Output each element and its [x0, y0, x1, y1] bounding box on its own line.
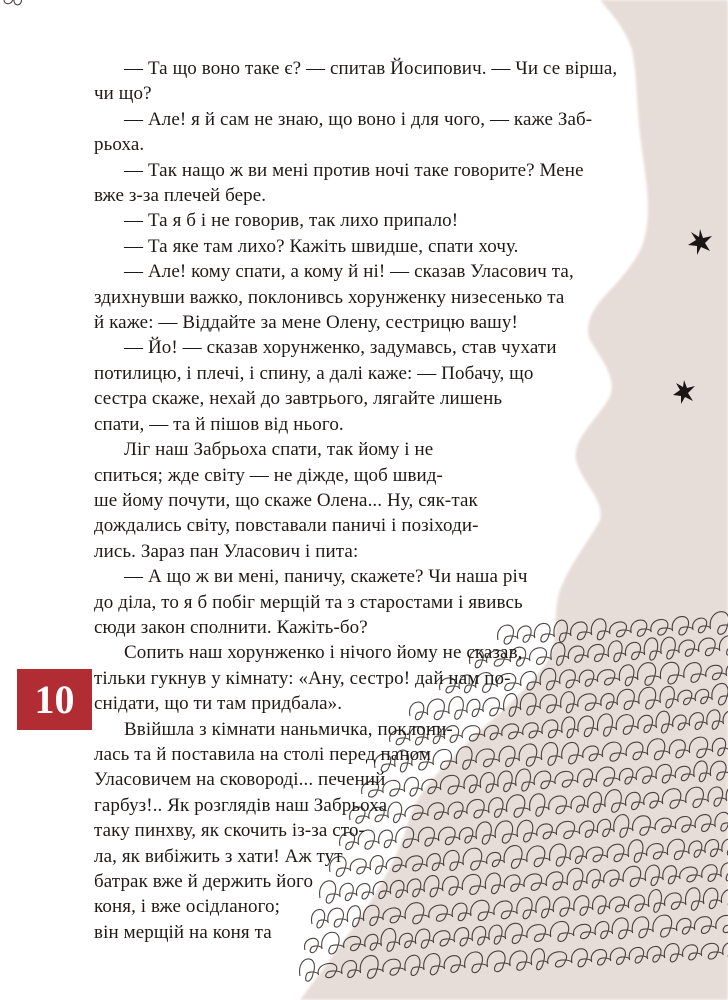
text-line: — Але! кому спати, а кому й ні! — сказав Уласович та,	[124, 261, 574, 283]
body-text	[94, 56, 654, 945]
text-line: таку пинхву, як скочить із-за сто-	[94, 820, 365, 842]
scribble-texture	[0, 0, 22, 5]
text-line: — А що ж ви мені, паничу, скажете? Чи наша річ	[124, 566, 528, 588]
text-line: дождались світу, повставали паничі і позіходи-	[94, 515, 479, 537]
text-line: вже з-за плечей бере.	[94, 185, 267, 207]
text-line: коня, і вже осідланого;	[94, 896, 281, 918]
text-line: чи що?	[94, 83, 152, 105]
text-line: снідати, що ти там придбала».	[94, 693, 343, 715]
text-line: сюди закон сполнити. Кажіть-бо?	[94, 616, 368, 638]
text-line: — Та я б і не говорив, так лихо припало!	[124, 210, 459, 232]
text-line: Уласовичем на сковороді... печений	[94, 769, 386, 791]
text-line: здихнувши важко, поклонивсь хорунженку низесенько та	[94, 286, 565, 308]
text-line: спиться; жде світу — не діжде, щоб швид-	[94, 464, 443, 486]
text-line: — Та яке там лихо? Кажіть швидше, спати хочу.	[124, 235, 519, 257]
text-line: — Але! я й сам не знаю, що воно і для чого, — каже Заб-	[124, 108, 593, 130]
text-line: — Йо! — сказав хорунженко, задумавсь, став чухати	[124, 337, 557, 359]
text-line: батрак вже й держить його	[94, 871, 314, 892]
text-line: потилицю, і плечі, і спину, а далі каже: — Побачу, що	[94, 362, 534, 384]
text-line: до діла, то я б побіг мерщій та з старостами і явивсь	[94, 591, 523, 613]
text-line: — Так нащо ж ви мені против ночі таке говорите? Мене	[124, 159, 584, 181]
page-number-badge	[17, 669, 92, 730]
text-line: — Та що воно таке є? — спитав Йосипович. — Чи се вірша,	[124, 58, 618, 79]
text-line: Ввійшла з кімнати наньмичка, поклони-	[124, 718, 453, 740]
text-line: спати, — та й пішов від нього.	[94, 413, 344, 435]
text-line: ше йому почути, що скаже Олена... Ну, сяк-так	[94, 489, 478, 511]
text-line: рьоха.	[94, 134, 145, 156]
text-line: Ліг наш Забрьоха спати, так йому і не	[124, 439, 434, 461]
text-line: він мерщій на коня та	[94, 921, 272, 943]
text-line: лись. Зараз пан Уласович і пита:	[94, 540, 359, 562]
page-number: 10	[34, 677, 75, 722]
text-line: гарбуз!.. Як розглядів наш Забрьоха	[94, 794, 388, 816]
text-line: лась та й поставила на столі перед паном	[94, 743, 431, 765]
text-line: й каже: — Віддайте за мене Олену, сестрицю вашу!	[94, 312, 518, 334]
text-line: сестра скаже, нехай до завтрього, лягайте лишень	[94, 388, 503, 410]
text-line: ла, як вибіжить з хати! Аж тут	[94, 845, 343, 867]
text-line: Сопить наш хорунженко і нічого йому не сказав,	[124, 642, 523, 664]
text-line: тільки гукнув у кімнату: «Ану, сестро! дай нам по-	[94, 667, 511, 689]
